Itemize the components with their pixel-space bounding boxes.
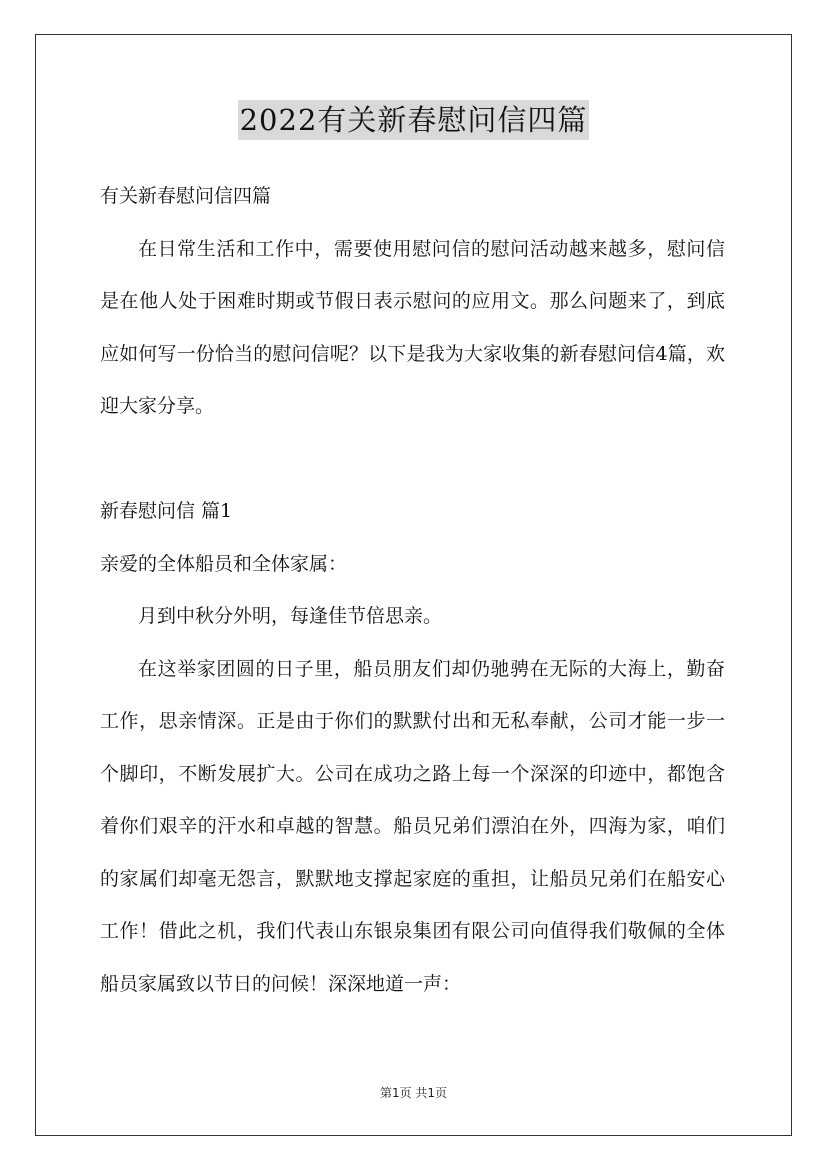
- document-title: 2022有关新春慰问信四篇: [238, 100, 590, 140]
- title-area: [0, 100, 827, 140]
- section-heading: 新春慰问信 篇1: [100, 500, 233, 522]
- salutation: 亲爱的全体船员和全体家属：: [100, 552, 348, 575]
- document-body: [100, 170, 725, 1010]
- paragraph-1: 月到中秋分外明，每逢佳节倍思亲。: [138, 605, 443, 627]
- paragraph-2: 在这举家团圆的日子里，船员朋友们却仍驰骋在无际的大海上，勤奋工作，思亲情深。正是由于你们的默默付出和无私奉献，公司才能一步一个脚印，不断发展扩大。公司在成功之路上每一个深深的印迹中，都饱含着你们艰辛的汗水和卓越的智慧。船员兄弟们漂泊在外，四海为家，咱们的家属们却毫无怨言，默默地支撑起家庭的重担，让船员兄弟们在船安心工作！借此之机，我们代表山东银泉集团有限公司向值得我们敬佩的全体船员家属致以节日的问候！深深地道一声：: [100, 657, 725, 995]
- page-footer: 第1页 共1页: [379, 1086, 448, 1100]
- subtitle: 有关新春慰问信四篇: [100, 185, 272, 207]
- blank-line: [100, 433, 725, 486]
- intro-paragraph: 在日常生活和工作中，需要使用慰问信的慰问活动越来越多，慰问信是在他人处于困难时期或节假日表示慰问的应用文。那么问题来了，到底应如何写一份恰当的慰问信呢？以下是我为大家收集的新春慰问信4篇，欢迎大家分享。: [100, 237, 725, 417]
